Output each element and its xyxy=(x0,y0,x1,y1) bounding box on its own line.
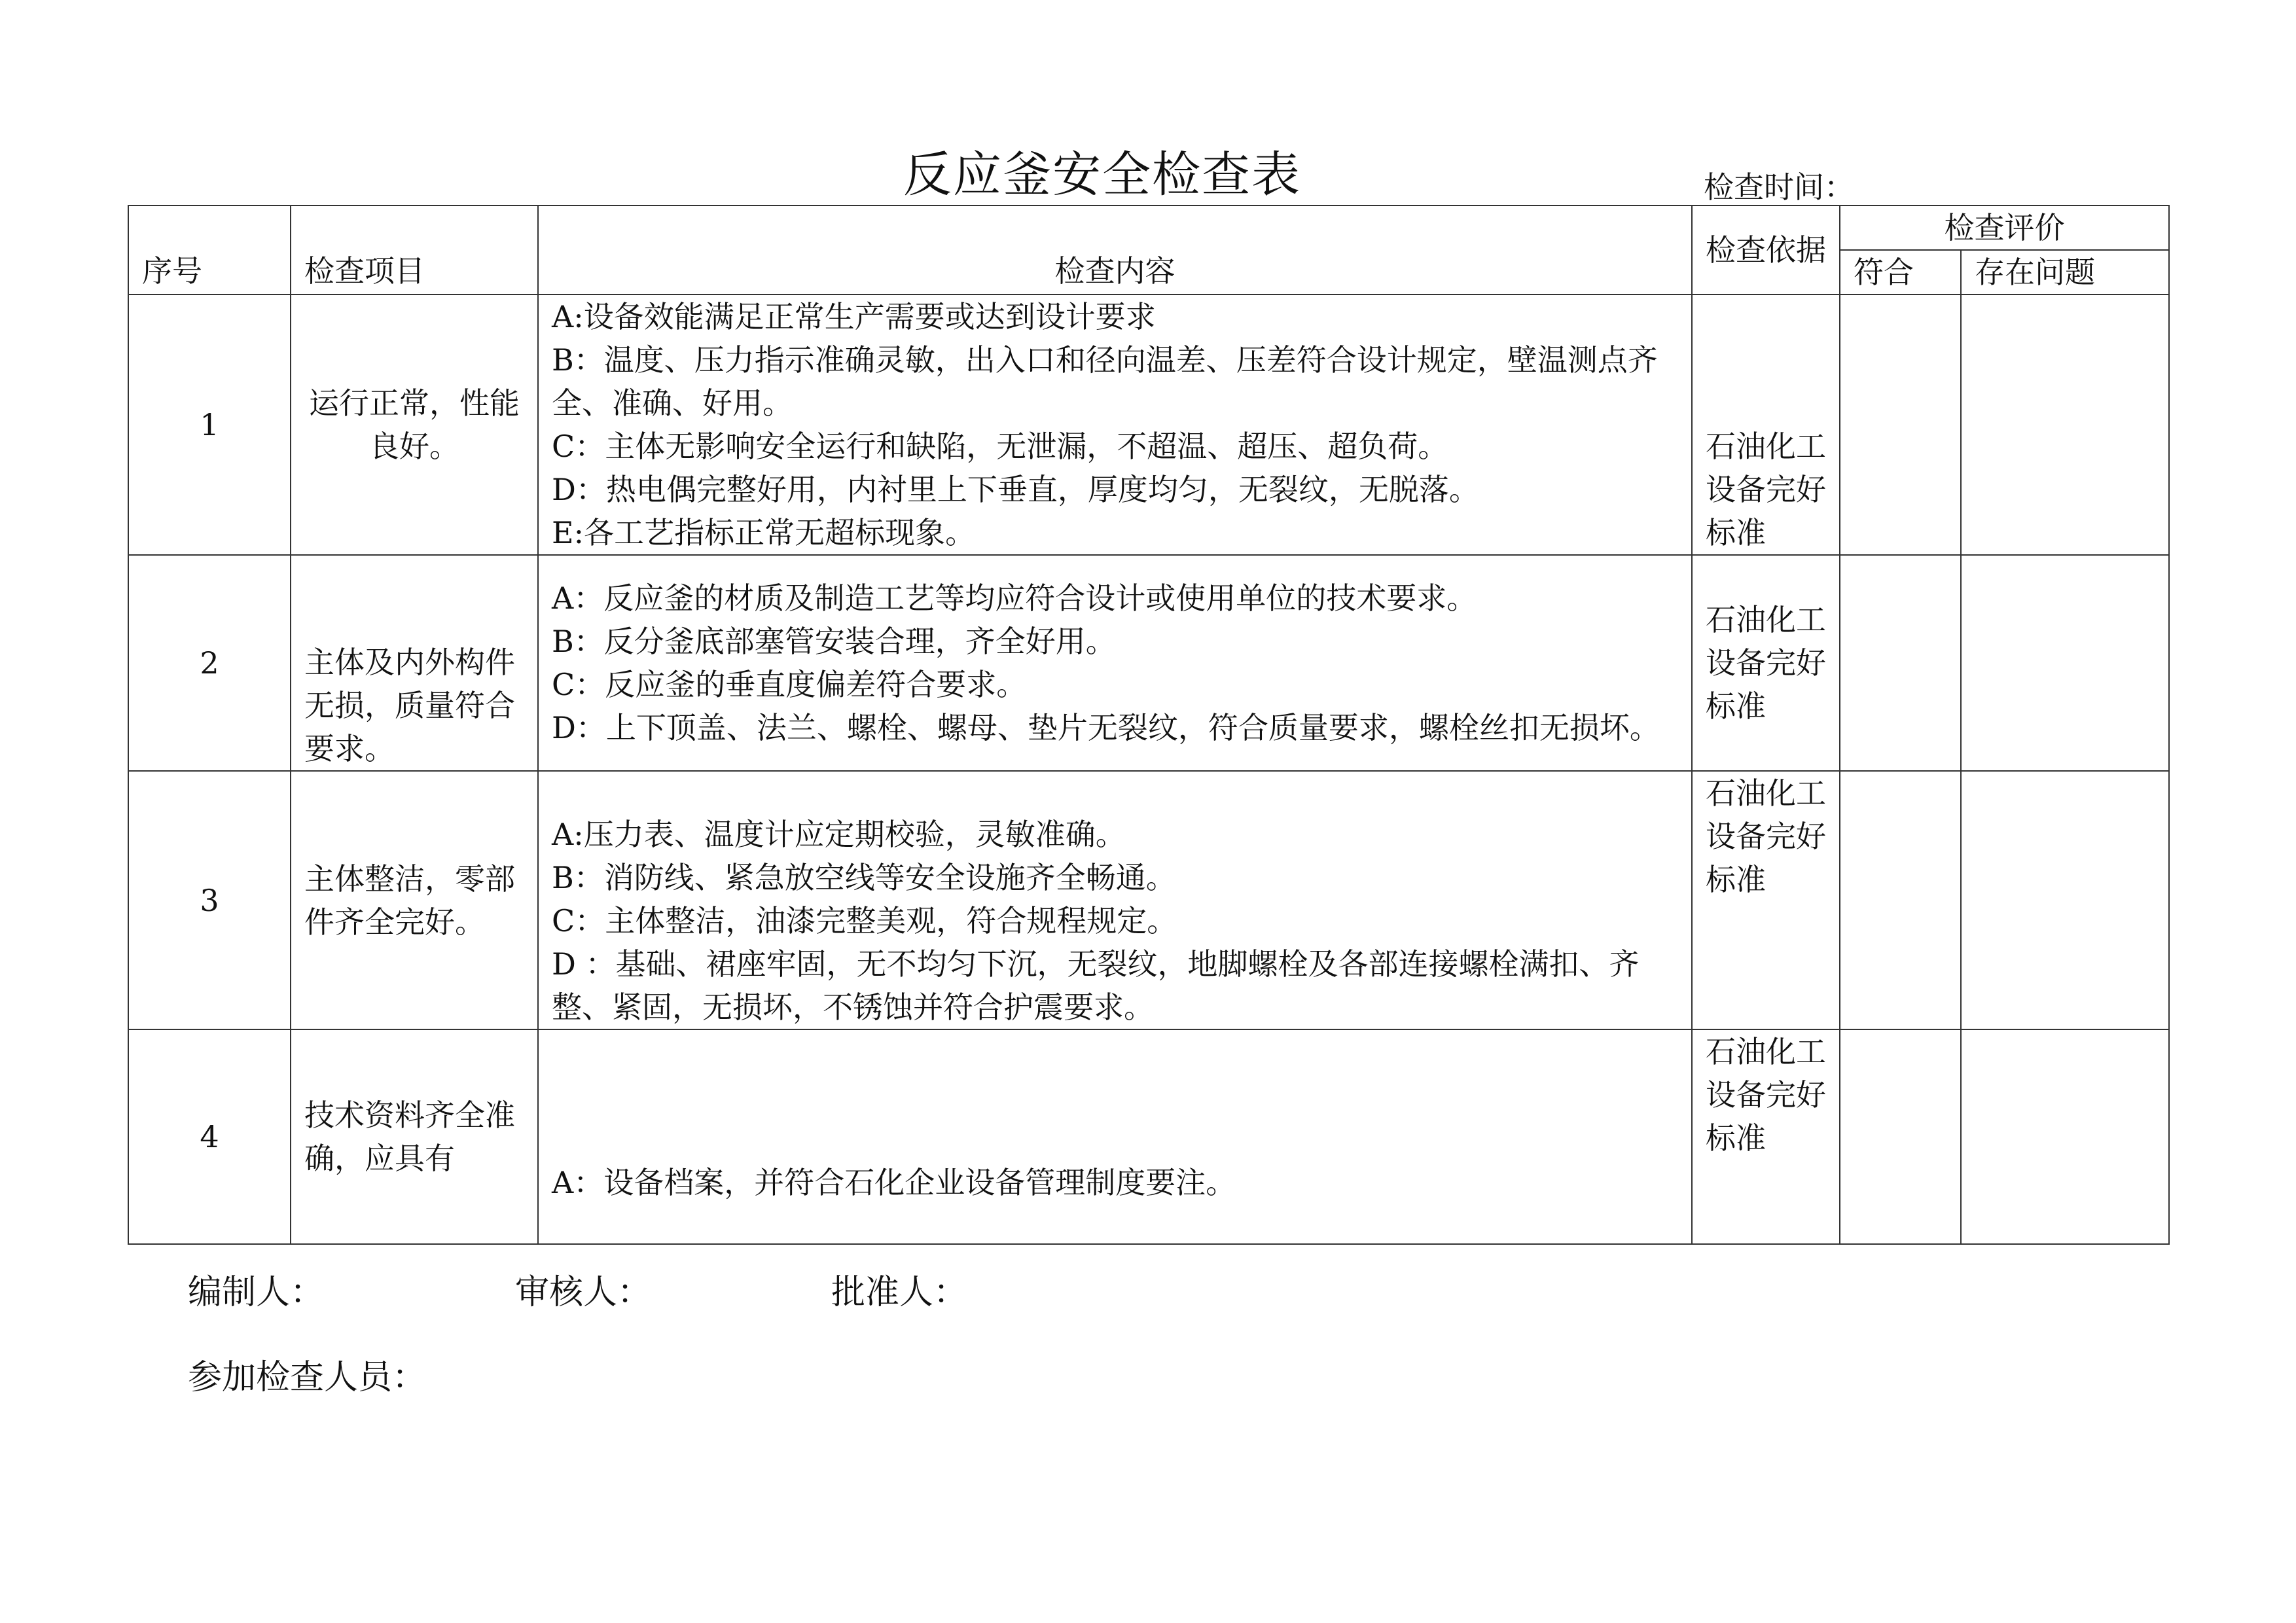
row-issues-cell[interactable] xyxy=(1961,294,2169,555)
content-line: B：消防线、紧急放空线等安全设施齐全畅通。 xyxy=(552,860,1176,895)
table-row xyxy=(128,771,2169,1029)
reviewer-label: 审核人： xyxy=(515,1273,652,1312)
header-issues: 存在问题 xyxy=(1961,250,2169,294)
row-content xyxy=(538,771,1692,1029)
table-row xyxy=(128,555,2169,771)
content-line: D：热电偶完整好用，内衬里上下垂直，厚度均匀，无裂纹，无脱落。 xyxy=(552,472,1479,507)
row-conform-cell[interactable] xyxy=(1840,771,1961,1029)
inspection-date-label: 检查时间： xyxy=(1704,169,1854,205)
header-item: 检查项目 xyxy=(291,205,538,294)
row-item: 技术资料齐全准确，应具有 xyxy=(291,1029,538,1244)
header-content: 检查内容 xyxy=(538,205,1692,294)
row-content xyxy=(538,1029,1692,1244)
row-basis: 石油化工设备完好标准 xyxy=(1692,555,1840,771)
row-conform-cell[interactable] xyxy=(1840,555,1961,771)
row-item: 主体整洁，零部件齐全完好。 xyxy=(291,771,538,1029)
row-conform-cell[interactable] xyxy=(1840,294,1961,555)
content-line: D ：基础、裙座牢固，无不均匀下沉，无裂纹，地脚螺栓及各部连接螺栓满扣、齐整、紧固，无损坏，不锈蚀并符合护震要求。 xyxy=(552,946,1640,1025)
header-seq: 序号 xyxy=(128,205,291,294)
content-line: A:设备效能满足正常生产需要或达到设计要求 xyxy=(552,299,1156,334)
row-basis: 石油化工设备完好标准 xyxy=(1692,294,1840,555)
header-evaluation: 检查评价 xyxy=(1840,205,2169,250)
row-basis: 石油化工设备完好标准 xyxy=(1692,771,1840,1029)
compiler-label: 编制人： xyxy=(188,1273,325,1312)
content-line: B：温度、压力指示准确灵敏，出入口和径向温差、压差符合设计规定，壁温测点齐全、准确、好用。 xyxy=(552,342,1658,421)
content-line: E:各工艺指标正常无超标现象。 xyxy=(552,515,976,550)
row-seq: 4 xyxy=(128,1029,291,1244)
page-title: 反应釜安全检查表 xyxy=(903,147,1301,203)
row-item: 运行正常，性能良好。 xyxy=(291,294,538,555)
header-conform: 符合 xyxy=(1840,250,1961,294)
content-line: C：反应釜的垂直度偏差符合要求。 xyxy=(552,667,1027,702)
content-line: C：主体整洁，油漆完整美观，符合规程规定。 xyxy=(552,903,1177,938)
participants-label: 参加检查人员： xyxy=(188,1358,427,1397)
row-seq: 2 xyxy=(128,555,291,771)
row-issues-cell[interactable] xyxy=(1961,1029,2169,1244)
inspection-table xyxy=(128,205,2170,1245)
row-issues-cell[interactable] xyxy=(1961,555,2169,771)
content-line: A：设备档案，并符合石化企业设备管理制度要注。 xyxy=(552,1165,1236,1200)
table-row xyxy=(128,294,2169,555)
row-issues-cell[interactable] xyxy=(1961,771,2169,1029)
row-seq: 1 xyxy=(128,294,291,555)
row-basis: 石油化工设备完好标准 xyxy=(1692,1029,1840,1244)
content-line: A：反应釜的材质及制造工艺等均应符合设计或使用单位的技术要求。 xyxy=(552,580,1477,616)
row-content xyxy=(538,294,1692,555)
content-line: B：反分釜底部塞管安装合理，齐全好用。 xyxy=(552,624,1116,659)
content-line: C：主体无影响安全运行和缺陷，无泄漏，不超温、超压、超负荷。 xyxy=(552,429,1448,464)
row-conform-cell[interactable] xyxy=(1840,1029,1961,1244)
row-content xyxy=(538,555,1692,771)
content-line: A:压力表、温度计应定期校验，灵敏准确。 xyxy=(552,817,1126,852)
approver-label: 批准人： xyxy=(831,1273,968,1312)
row-seq: 3 xyxy=(128,771,291,1029)
content-line: D：上下顶盖、法兰、螺栓、螺母、垫片无裂纹，符合质量要求，螺栓丝扣无损坏。 xyxy=(552,710,1660,745)
header-basis: 检查依据 xyxy=(1692,205,1840,294)
row-item: 主体及内外构件无损，质量符合要求。 xyxy=(291,555,538,771)
table-row xyxy=(128,1029,2169,1244)
